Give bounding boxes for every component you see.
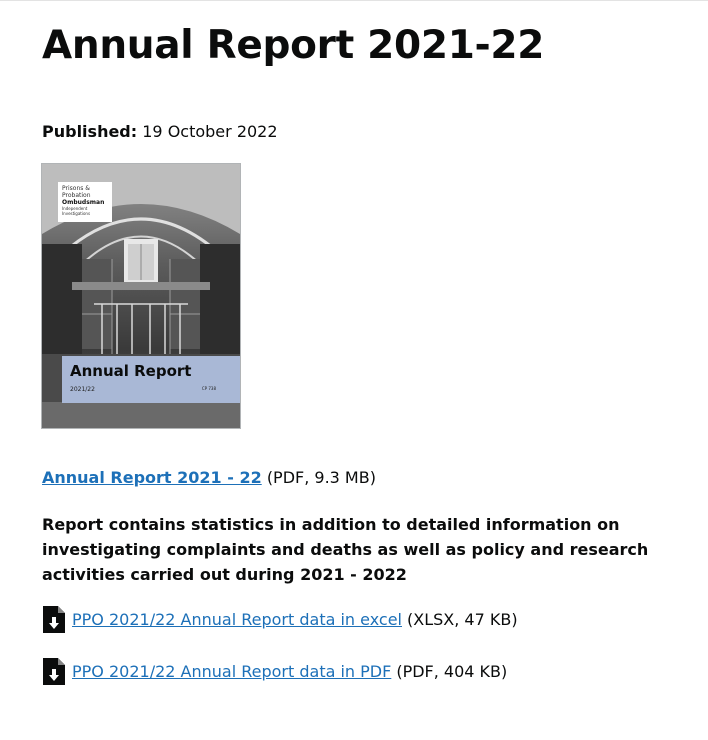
cover-year: 2021/22 — [70, 386, 95, 393]
top-border — [0, 0, 708, 1]
attachment-item — [42, 604, 518, 634]
download-file-icon[interactable] — [42, 605, 66, 634]
attachment-link-pdf[interactable]: PPO 2021/22 Annual Report data in PDF — [72, 661, 392, 681]
report-summary: Report contains statistics in addition to detailed information on investigating complaints and deaths as well as policy and research activities carried out during 2021 - 2022 — [42, 515, 649, 584]
report-cover-image — [41, 163, 241, 429]
report-download — [42, 466, 376, 490]
published-info — [42, 121, 278, 143]
download-file-icon[interactable] — [42, 657, 66, 686]
cover-title: Annual Report — [70, 362, 192, 380]
annual-report-link[interactable]: Annual Report 2021 - 22 — [42, 468, 262, 487]
cover-code: CP 738 — [201, 386, 216, 391]
attachment-meta-excel: (XLSX, 47 KB) — [407, 609, 518, 629]
attachment-meta-pdf: (PDF, 404 KB) — [396, 661, 508, 681]
report-file-meta: (PDF, 9.3 MB) — [266, 468, 376, 487]
attachment-link-excel[interactable]: PPO 2021/22 Annual Report data in excel — [72, 609, 402, 629]
cover-title-band — [62, 356, 240, 403]
ppo-logo: Prisons & Probation Ombudsman Independent Investigations — [58, 182, 112, 222]
attachment-item — [42, 656, 507, 686]
published-date: 19 October 2022 — [142, 122, 278, 141]
published-label: Published: — [42, 122, 138, 141]
page-title: Annual Report 2021-22 — [42, 23, 545, 68]
